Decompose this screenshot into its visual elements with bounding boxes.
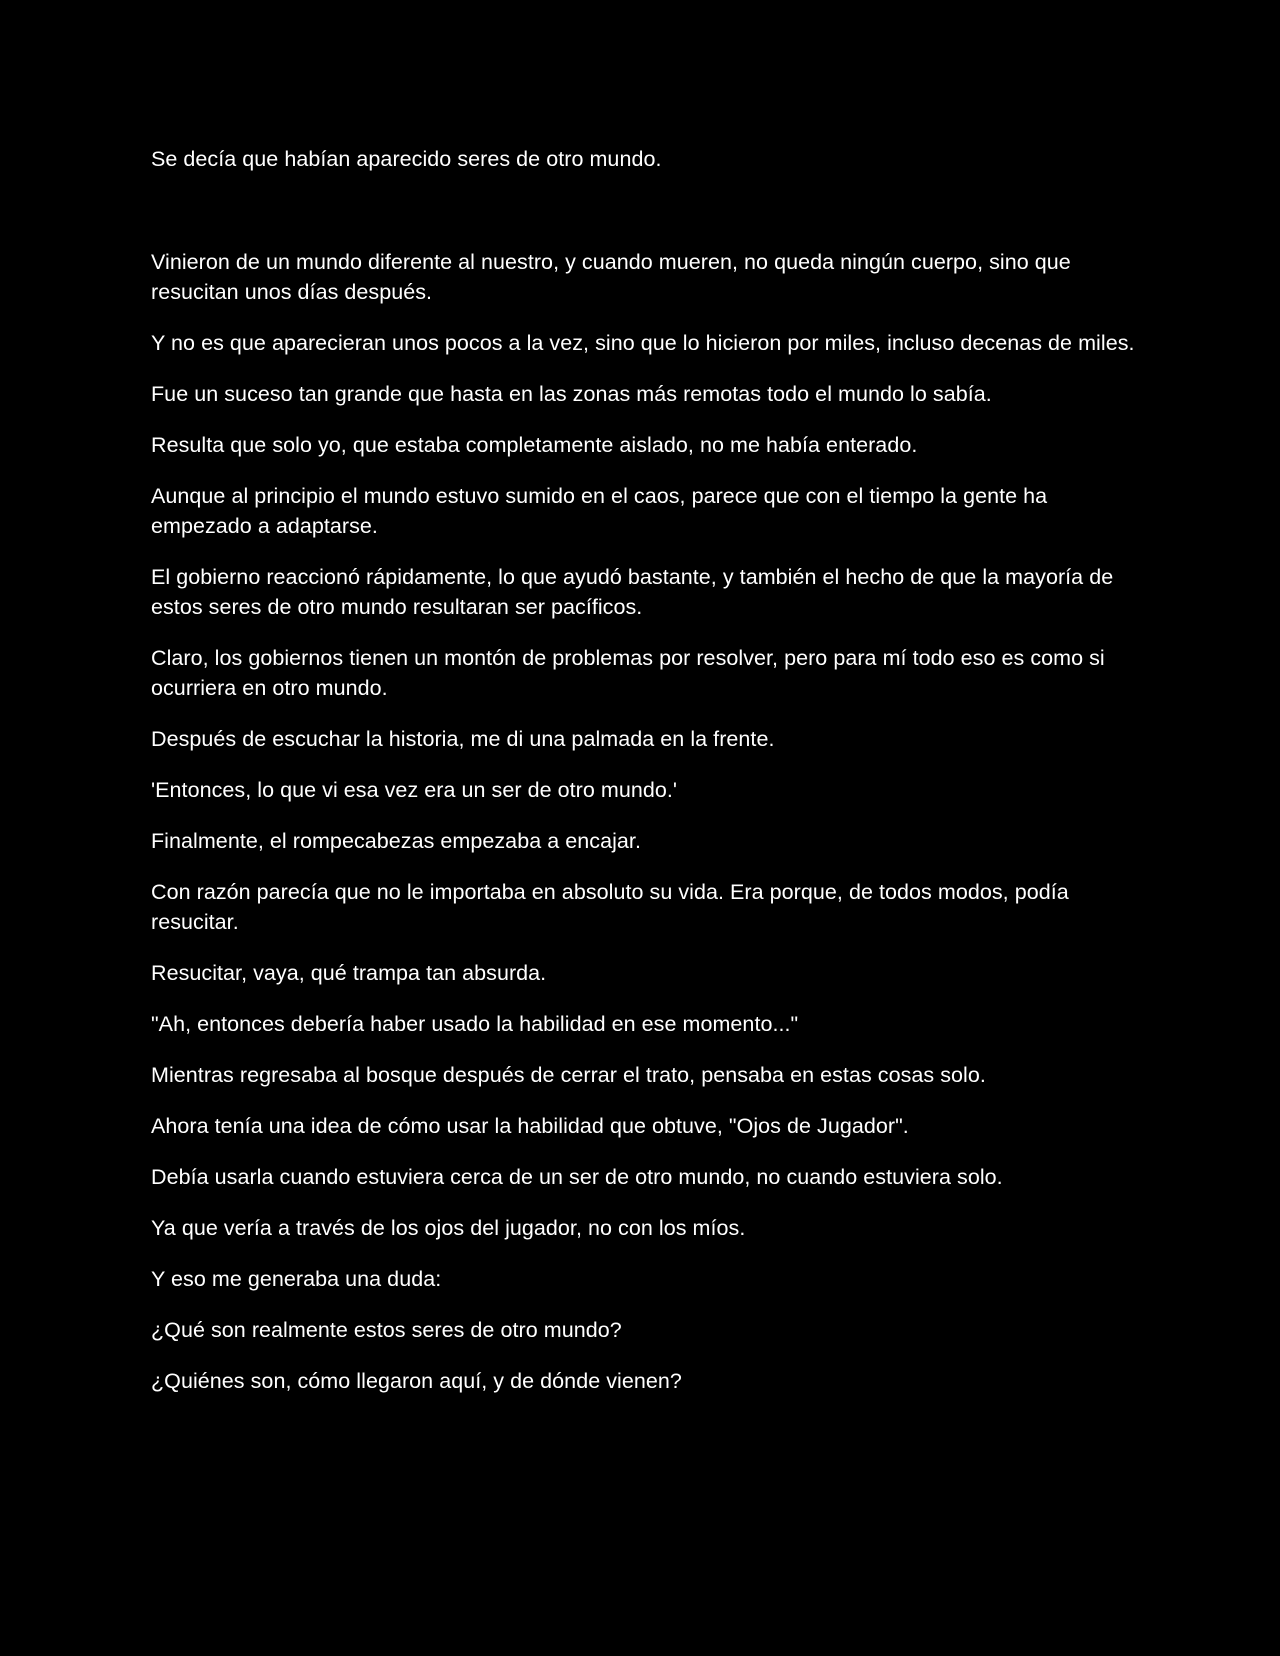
paragraph: Claro, los gobiernos tienen un montón de problemas por resolver, pero para mí todo eso es como si ocurriera en otro mundo. [151,646,1105,700]
paragraph: ¿Quiénes son, cómo llegaron aquí, y de dónde vienen? [151,1369,682,1393]
paragraph: Se decía que habían aparecido seres de otro mundo. [151,147,662,171]
paragraph: ¿Qué son realmente estos seres de otro mundo? [151,1318,622,1342]
paragraph: Ahora tenía una idea de cómo usar la habilidad que obtuve, "Ojos de Jugador". [151,1114,909,1138]
paragraph: Resucitar, vaya, qué trampa tan absurda. [151,961,547,985]
paragraph: El gobierno reaccionó rápidamente, lo que ayudó bastante, y también el hecho de que la mayoría de estos seres de otro mundo resultaran ser pacíficos. [151,565,1114,619]
paragraph: Fue un suceso tan grande que hasta en las zonas más remotas todo el mundo lo sabía. [151,382,992,406]
document-page [151,144,1141,1417]
paragraph: Mientras regresaba al bosque después de cerrar el trato, pensaba en estas cosas solo. [151,1063,986,1087]
paragraph: Después de escuchar la historia, me di una palmada en la frente. [151,727,775,751]
paragraph: Aunque al principio el mundo estuvo sumido en el caos, parece que con el tiempo la gente ha empezado a adaptarse. [151,484,1048,538]
paragraph: "Ah, entonces debería haber usado la habilidad en ese momento..." [151,1012,799,1036]
paragraph: Ya que vería a través de los ojos del jugador, no con los míos. [151,1216,746,1240]
paragraph: Y eso me generaba una duda: [151,1267,442,1291]
paragraph: Debía usarla cuando estuviera cerca de un ser de otro mundo, no cuando estuviera solo. [151,1165,1003,1189]
paragraph: Vinieron de un mundo diferente al nuestro, y cuando mueren, no queda ningún cuerpo, sino que resucitan unos días después. [151,250,1071,304]
paragraph: Resulta que solo yo, que estaba completamente aislado, no me había enterado. [151,433,918,457]
paragraph: Y no es que aparecieran unos pocos a la vez, sino que lo hicieron por miles, incluso decenas de miles. [151,331,1135,355]
paragraph: Con razón parecía que no le importaba en absoluto su vida. Era porque, de todos modos, podía resucitar. [151,880,1069,934]
paragraph: 'Entonces, lo que vi esa vez era un ser de otro mundo.' [151,778,678,802]
paragraph: Finalmente, el rompecabezas empezaba a encajar. [151,829,641,853]
